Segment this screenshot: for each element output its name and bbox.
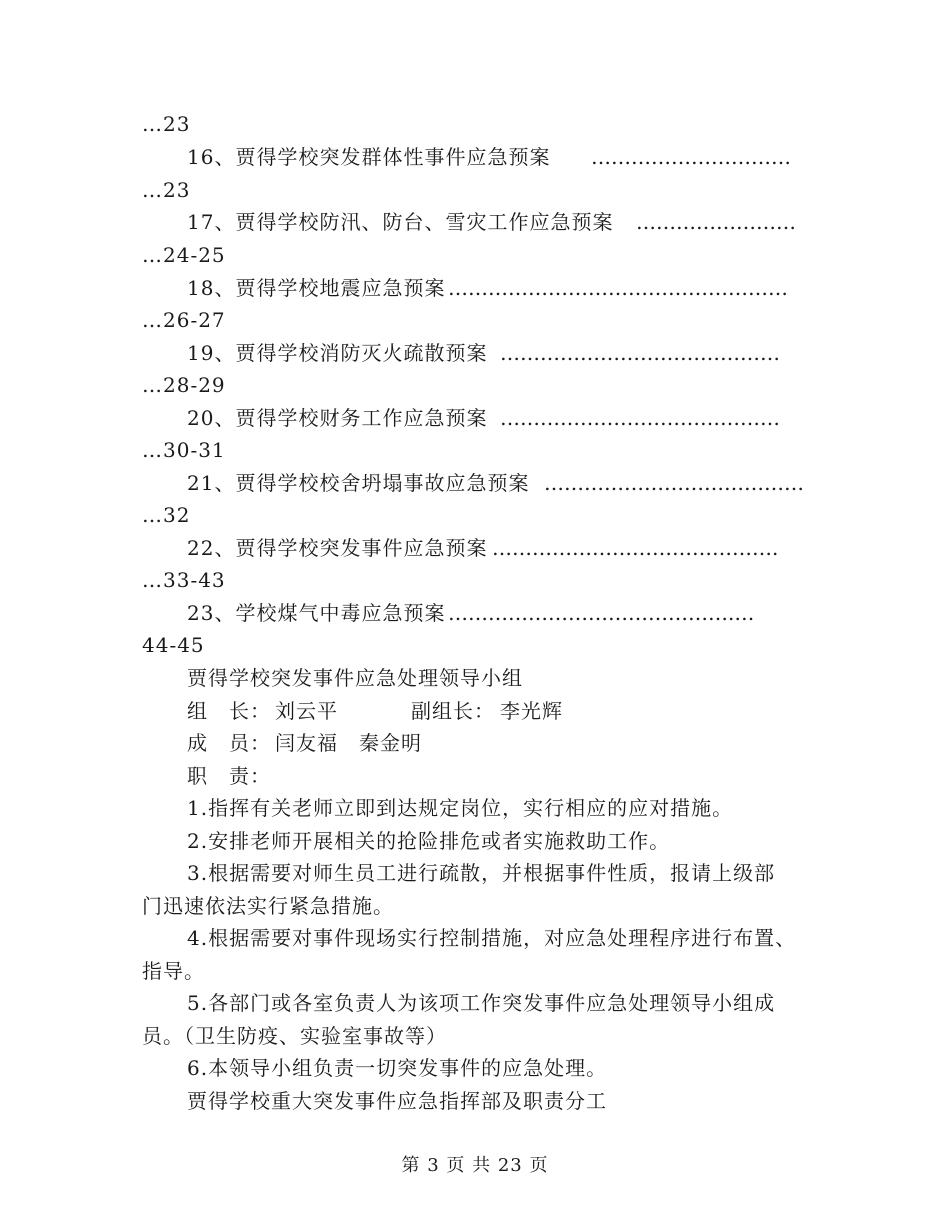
toc-page-ref: …28-29 (142, 373, 226, 397)
members-label: 成 员： (187, 731, 271, 755)
toc-item-title: 18、贾得学校地震应急预案 (187, 276, 446, 300)
toc-page-ref: …24-25 (142, 243, 226, 267)
toc-page-ref: …30-31 (142, 438, 226, 462)
toc-item-title: 19、贾得学校消防灭火疏散预案 (187, 341, 488, 365)
toc-item-title: 20、贾得学校财务工作应急预案 (187, 406, 488, 430)
deputy-label: 副组长： (411, 699, 495, 723)
toc-page-ref: …26-27 (142, 308, 226, 332)
toc-leader-dots: …………………………………….… (448, 601, 755, 625)
toc-page-ref: …23 (142, 178, 191, 202)
duty-item: 4.根据需要对事件现场实行控制措施，对应急处理程序进行布置、 (187, 926, 797, 950)
toc-page-ref: …23 (142, 112, 191, 136)
toc-leader-dots: …………………………………… (500, 406, 780, 430)
toc-item-title: 22、贾得学校突发事件应急预案 (187, 536, 488, 560)
duty-item-continuation: 指导。 (142, 959, 205, 983)
section-heading: 贾得学校重大突发事件应急指挥部及职责分工 (187, 1089, 607, 1113)
duty-item: 2.安排老师开展相关的抢险排危或者实施救助工作。 (187, 829, 671, 853)
duty-item: 5.各部门或各室负责人为该项工作突发事件应急处理领导小组成 (187, 991, 776, 1015)
toc-page-ref: …33-43 (142, 568, 226, 592)
toc-leader-dots: …………………… (636, 210, 796, 234)
toc-page-ref: 44-45 (142, 633, 205, 657)
duty-item: 6.本领导小组负责一切突发事件的应急处理。 (187, 1056, 608, 1080)
toc-item-title: 23、学校煤气中毒应急预案 (187, 601, 446, 625)
toc-leader-dots: ………………………………… (544, 471, 804, 495)
toc-item-title: 21、贾得学校校舍坍塌事故应急预案 (187, 471, 530, 495)
duty-item: 3.根据需要对师生员工进行疏散，并根据事件性质，报请上级部 (187, 861, 776, 885)
toc-leader-dots: ……………………………………. (492, 536, 779, 560)
toc-item-title: 16、贾得学校突发群体性事件应急预案 (187, 145, 551, 169)
leader-name: 刘云平 (275, 699, 338, 723)
toc-item-title: 17、贾得学校防汛、防台、雪灾工作应急预案 (187, 210, 614, 234)
duties-label: 职 责： (187, 764, 271, 788)
duty-item-continuation: 员。（卫生防疫、实验室事故等） (142, 1024, 447, 1048)
toc-page-ref: …32 (142, 503, 191, 527)
page-footer: 第 3 页 共 23 页 (401, 1155, 549, 1176)
deputy-name: 李光辉 (500, 699, 563, 723)
members-names: 闫友福 秦金明 (275, 731, 422, 755)
duty-item-continuation: 门迅速依法实行紧急措施。 (142, 894, 394, 918)
toc-leader-dots: …………………………………………… (448, 276, 788, 300)
duty-item: 1.指挥有关老师立即到达规定岗位，实行相应的应对措施。 (187, 796, 734, 820)
group-heading: 贾得学校突发事件应急处理领导小组 (187, 666, 523, 690)
leader-label: 组 长： (187, 699, 271, 723)
toc-leader-dots: …………………………………… (500, 341, 780, 365)
toc-leader-dots: ………………………… (591, 145, 791, 169)
